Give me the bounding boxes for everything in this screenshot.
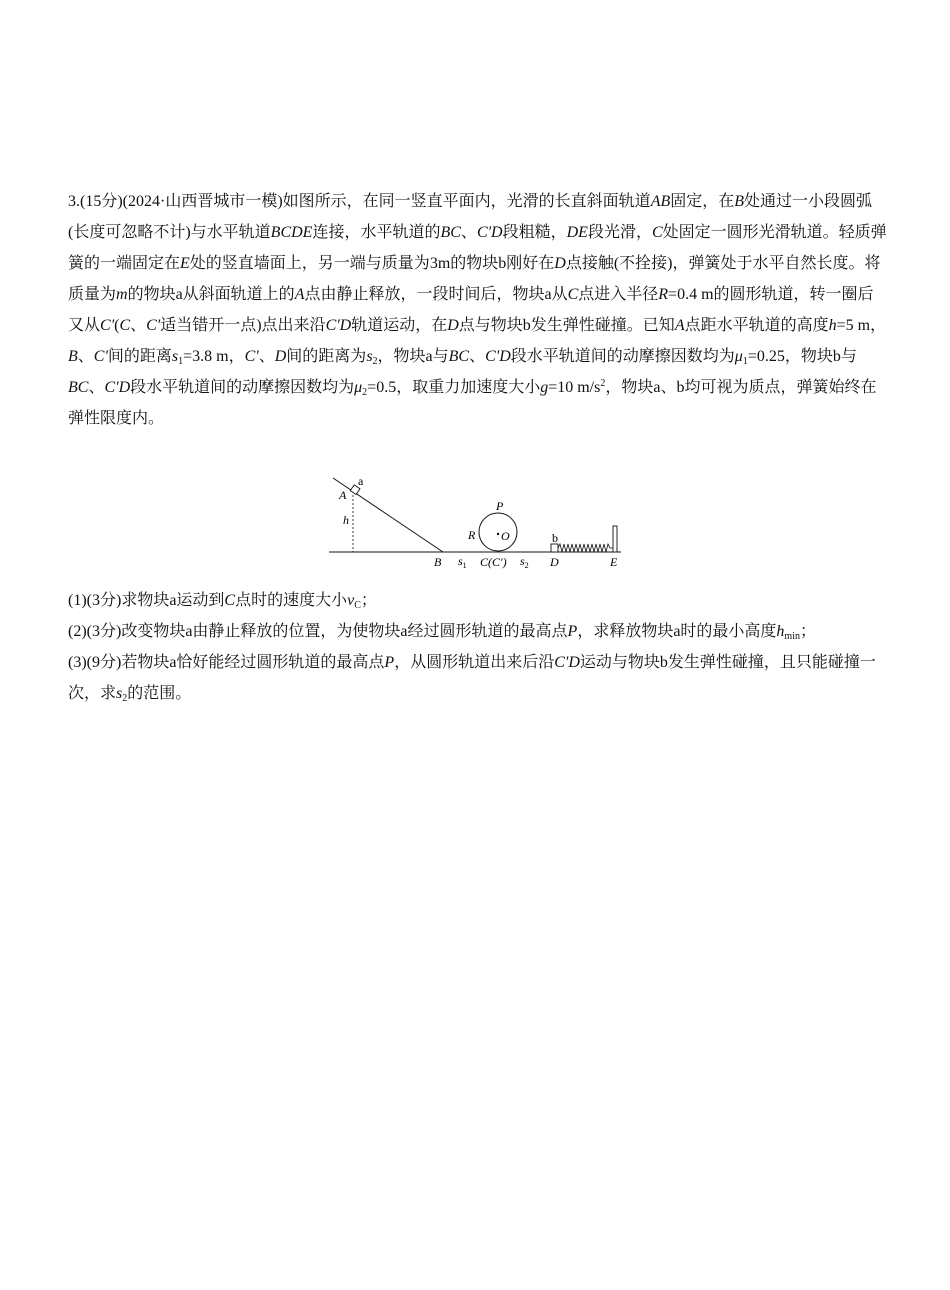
problem-points: (15分) — [80, 193, 123, 210]
label-E: E — [610, 555, 618, 569]
label-P: P — [496, 499, 504, 513]
label-a: a — [358, 474, 364, 488]
problem-stem — [68, 186, 888, 434]
questions — [68, 585, 888, 709]
label-A: A — [339, 488, 347, 502]
label-s1: $s_1$ — [458, 554, 467, 570]
track-diagram — [325, 474, 635, 574]
label-B: B — [434, 555, 442, 569]
problem-number: 3. — [68, 193, 80, 210]
incline-track — [333, 478, 443, 552]
label-O: O — [501, 529, 510, 543]
label-R: R — [468, 528, 476, 542]
label-h: h — [343, 513, 349, 527]
problem-paragraph: 3.(15分)(2024·山西晋城市一模)如图所示，在同一竖直平面内，光滑的长直斜面轨道AB固定，在B处通过一小段圆弧(长度可忽略不计)与水平轨道BCDE连接，水平轨道的BC、C'D段粗糙，DE段光滑，C处固定一圆形光滑轨道。轻质弹簧的一端固定在E处的竖直墙面上，另一端与质量为3m的物块b刚好在D点接触(不拴接)，弹簧处于水平自然长度。将质量为m的物块a从斜面轨道上的A点由静止释放，一段时间后，物块a从C点进入半径R=0.4 m的圆形轨道，转一圈后又从C'(C、C'适当错开一点)点出来沿C'D轨道运动，在D点与物块b发生弹性碰撞。已知A点距水平轨道的高度h=5 m，B、C'间的距离$s_1=3.8$ m，C'、D间的距离为$s_2$，物块a与BC、C'D段水平轨道间的动摩擦因数均为$\mu_1=0.25$，物块b与BC、C'D段水平轨道间的动摩擦因数均为$\mu_2=0.5$，取重力加速度大小g=10 $m/s^2$，物块a、b均可视为质点，弹簧始终在弹性限度内。 — [68, 193, 887, 427]
problem-source: (2024·山西晋城市一模) — [122, 193, 283, 210]
label-s2: $s_2$ — [520, 554, 529, 570]
question-1: (1)(3分)求物块a运动到C点时的速度大小$v_C$； — [68, 592, 377, 611]
label-D: D — [550, 555, 559, 569]
center-point-o — [497, 533, 499, 535]
block-b — [551, 544, 558, 552]
question-3: (3)(9分)若物块a恰好能经过圆形轨道的最高点P，从圆形轨道出来后沿C'D运动与物块b发生弹性碰撞，且只能碰撞一次，求$s_2$的范围。 — [68, 654, 876, 704]
spring — [558, 544, 613, 552]
label-C: C(C′) — [480, 555, 507, 569]
circular-track — [479, 513, 517, 551]
label-b: b — [552, 531, 558, 545]
wall — [613, 526, 617, 552]
physics-figure — [325, 474, 635, 574]
question-2: (2)(3分)改变物块a由静止释放的位置，为使物块a经过圆形轨道的最高点P，求释放物块a时的最小高度$h_{min}$； — [68, 623, 816, 642]
